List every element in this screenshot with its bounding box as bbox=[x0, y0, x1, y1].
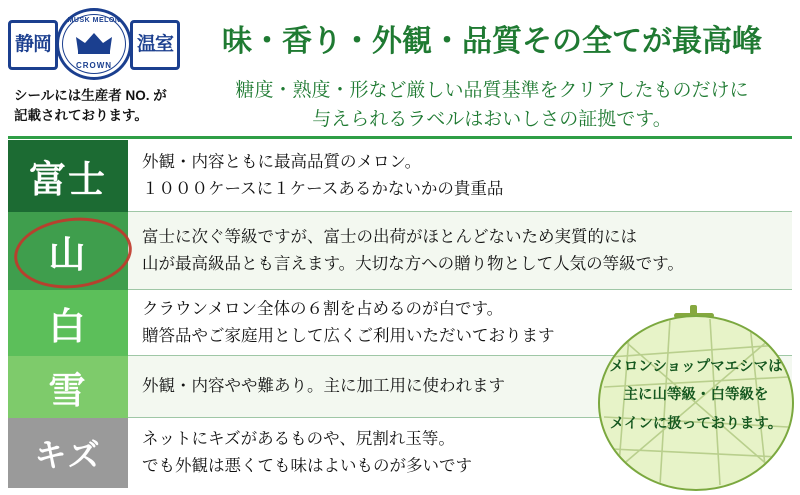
grade-description-line: 外観・内容やや難あり。主に加工用に使われます bbox=[142, 377, 505, 396]
melon-line1: メロンショップマエシマは bbox=[609, 359, 783, 375]
header-divider bbox=[8, 136, 792, 139]
melon-line3: メインに扱っております。 bbox=[609, 415, 783, 432]
grade-description-line: でも外観は悪くても味はよいものが多いです bbox=[142, 457, 472, 475]
seal-center-emblem bbox=[56, 8, 132, 80]
grade-row bbox=[8, 140, 792, 212]
grade-description-line: 山が最高級品とも言えます。大切な方への贈り物として人気の等級です。 bbox=[142, 254, 684, 273]
seal-note bbox=[6, 86, 184, 125]
seal-block bbox=[6, 8, 184, 125]
subtitle-line1: 糖度・熟度・形など厳しい品質基準をクリアしたものだけに bbox=[235, 80, 749, 101]
grade-description-line: クラウンメロン全体の６割を占めるのが白です。 bbox=[142, 299, 504, 318]
melon-callout bbox=[598, 305, 794, 491]
header bbox=[0, 0, 800, 140]
seal-right-badge: 温室 bbox=[130, 20, 180, 70]
subtitle-line2: 与えられるラベルはおいしさの証拠です。 bbox=[312, 109, 672, 131]
grade-label-cell: 白 bbox=[8, 290, 128, 356]
page-title: 味・香り・外観・品質その全てが最高峰 bbox=[222, 25, 762, 58]
crown-melon-seal bbox=[6, 8, 182, 82]
grade-description-line: 外観・内容ともに最高品質のメロン。 bbox=[142, 152, 422, 171]
seal-bottom-text: CROWN bbox=[75, 61, 113, 70]
seal-note-line2: 記載されております。 bbox=[14, 107, 148, 123]
melon-line2: 主に山等級・白等級を bbox=[623, 387, 769, 404]
grade-label-cell: キズ bbox=[8, 418, 128, 488]
page-subtitle bbox=[190, 76, 794, 135]
grade-label-cell: 富士 bbox=[8, 140, 128, 212]
grade-description-cell bbox=[128, 140, 792, 212]
grade-label-cell: 山 bbox=[8, 212, 128, 290]
melon-body bbox=[598, 315, 794, 491]
seal-top-text: MUSK MELON bbox=[67, 17, 121, 24]
grade-row bbox=[8, 212, 792, 290]
seal-left-badge: 静岡 bbox=[8, 20, 58, 70]
grade-label-cell: 雪 bbox=[8, 356, 128, 418]
crown-icon bbox=[74, 29, 114, 60]
grade-description-line: １０００ケースに１ケースあるかないかの貴重品 bbox=[142, 179, 504, 198]
seal-note-line1: シールには生産者 NO. が bbox=[14, 88, 167, 103]
grade-description-line: 富士に次ぐ等級ですが、富士の出荷がほとんどないため実質的には bbox=[142, 227, 637, 246]
grade-description-cell bbox=[128, 212, 792, 290]
melon-callout-text bbox=[600, 353, 792, 438]
grade-description-line: ネットにキズがあるものや、尻割れ玉等。 bbox=[142, 430, 455, 449]
grade-description-line: 贈答品やご家庭用として広くご利用いただいております bbox=[142, 326, 555, 345]
